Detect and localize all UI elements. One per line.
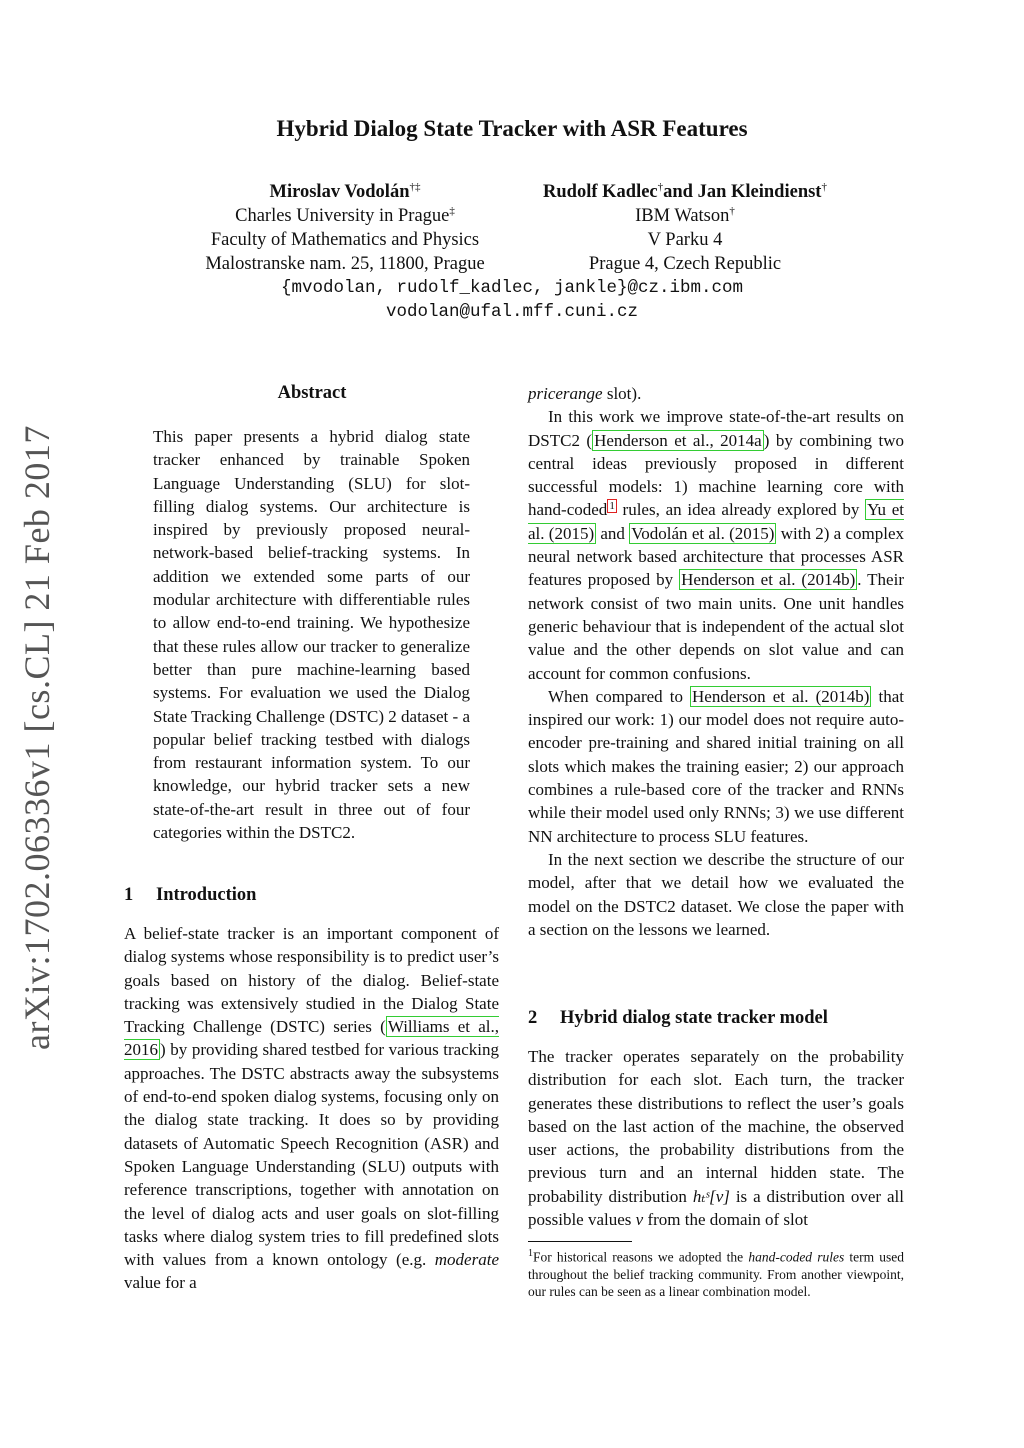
author-mark: †‡	[409, 180, 421, 193]
text-run: When compared to	[548, 686, 691, 706]
text-run: A belief-state tracker is an important component of dialog systems whose responsibility is to predict user’s goals based on history of the dialog. Belief-state tracking was extensively studied in the Dialog State Tracking Challenge (DSTC) series (	[124, 924, 499, 1037]
section-2-heading	[528, 1008, 828, 1029]
footnote	[528, 1245, 904, 1300]
author-name: Rudolf Kadlec	[543, 182, 658, 202]
section-title: Introduction	[156, 885, 257, 905]
affiliation-line: Charles University in Prague	[235, 206, 450, 226]
arxiv-identifier: arXiv:1702.06336v1 [cs.CL] 21 Feb 2017	[17, 425, 57, 1050]
paragraph: In the next section we describe the structure of our model, after that we detail how we evaluated the model on the DSTC2 dataset. We close the paper with a section on the lessons we learned.	[528, 849, 904, 939]
footnote-mark: 1	[528, 1248, 533, 1259]
section-title: Hybrid dialog state tracker model	[560, 1008, 828, 1028]
section-number: 1	[124, 885, 134, 905]
citation-link[interactable]: Vodolán et al. (2015)	[631, 523, 775, 543]
text-run: is a distribution over all possible values	[528, 1186, 904, 1230]
footnote-divider	[528, 1241, 632, 1242]
text-run: from the domain of slot	[643, 1210, 808, 1230]
affiliation-line: V Parku 4	[647, 230, 723, 250]
footnote-link[interactable]: 1	[609, 499, 615, 512]
math-expression: hₜˢ[v]	[692, 1186, 730, 1206]
citation-link[interactable]: Yu et al. (2015)	[528, 500, 904, 543]
email-line[interactable]: vodolan@ufal.mff.cuni.cz	[385, 302, 639, 322]
affiliation-line: IBM Watson	[635, 206, 730, 226]
text-run: term used throughout the belief tracking community. From another viewpoint, our rules can be seen as a linear combination model.	[528, 1249, 904, 1299]
email-line[interactable]: {mvodolan, rudolf_kadlec, jankle}@cz.ibm.com	[280, 278, 744, 298]
text-run: that inspired our work: 1) our model does not require auto-encoder pre-training and shared initial training on all slots which makes the training easier; 2) our approach combines a rule-based core of the tracker and RNNs while their model used only RNNs; 3) we use different NN architecture to process SLU features.	[528, 686, 904, 846]
citation-link[interactable]: Henderson et al. (2014b)	[681, 570, 856, 590]
text-run: The tracker operates separately on the probability distribution for each slot. Each turn, the tracker generates these distributions to reflect the user’s goals based on the last action of the machine, the observed user actions, the probability distributions from the previous turn and an internal hidden state. The probability distribution	[528, 1047, 904, 1206]
text-run: ) by combining two central ideas previously proposed in different successful models: 1) machine learning core with hand-coded	[528, 430, 904, 520]
text-run: In this work we improve state-of-the-art results on DSTC2 (	[528, 407, 904, 450]
text-run: ) by providing shared testbed for various tracking approaches. The DSTC abstracts away the subsystems of end-to-end spoken dialog systems, focusing only on the dialog state tracking. It does so by providing datasets of Automatic Speech Recognition (ASR) and Spoken Language Understanding (SLU) outputs with reference transcriptions, together with annotation on the level of dialog acts and user goals on slot-filling tasks where dialog system tries to fill predefined slots with values from a known ontology (e.g.	[124, 1040, 499, 1270]
citation-link[interactable]: Williams et al., 2016	[124, 1017, 500, 1060]
text-run: . Their network consist of two main units. One unit handles generic behaviour that is independent of the actual slot value and the other depends on slot value and can account for common confusions.	[528, 570, 904, 683]
math-variable: v	[635, 1210, 644, 1230]
author-block-2	[520, 180, 850, 276]
text-run: rules, an idea already explored by	[616, 500, 866, 520]
abstract-text: This paper presents a hybrid dialog state tracker enhanced by trainable Spoken Language Understanding (SLU) for slot-filling dialog systems. Our architecture is inspired by previously proposed neural-network-based belief-tracking systems. In addition we extended some parts of our modular architecture with differentiable rules to allow end-to-end training. We hypothesize that these rules allow our tracker to generalize better than pure machine-learning based systems. For evaluation we used the Dialog State Tracking Challenge (DSTC) 2 dataset - a popular belief tracking testbed with dialogs from restaurant information system. To our knowledge, our hybrid tracker sets a new state-of-the-art result in three out of four categories within the DSTC2.	[153, 427, 470, 843]
emphasis: pricerange	[528, 384, 603, 403]
affiliation-line: Prague 4, Czech Republic	[588, 254, 782, 274]
text-run: slot).	[602, 384, 642, 403]
author-name: Miroslav Vodolán	[269, 182, 410, 202]
affiliation-mark: ‡	[449, 204, 455, 217]
text-run: and	[596, 523, 630, 543]
emphasis: hand-coded rules	[748, 1249, 845, 1265]
author-name: and Jan Kleindienst	[663, 182, 822, 202]
text-run: value for a	[124, 1273, 197, 1293]
section-2-paragraph	[528, 1045, 904, 1231]
affiliation-line: Faculty of Mathematics and Physics	[210, 230, 480, 250]
author-emails	[0, 276, 1024, 324]
emphasis: moderate	[434, 1250, 499, 1270]
text-run: For historical reasons we adopted the	[533, 1249, 749, 1265]
paper-title: Hybrid Dialog State Tracker with ASR Features	[276, 116, 748, 141]
introduction-paragraph	[124, 922, 499, 1295]
author-mark: †	[821, 180, 827, 193]
section-number: 2	[528, 1008, 538, 1028]
right-column-top	[528, 382, 904, 941]
affiliation-mark: †	[729, 204, 735, 217]
citation-link[interactable]: Henderson et al. (2014b)	[692, 686, 870, 706]
text-run: with 2) a complex neural network based architecture that processes ASR features proposed by	[528, 523, 905, 590]
author-block-1	[180, 180, 510, 276]
citation-link[interactable]: Henderson et al., 2014a	[594, 430, 762, 450]
affiliation-line: Malostranske nam. 25, 11800, Prague	[205, 254, 485, 274]
section-1-heading	[124, 885, 256, 906]
author-mark: †	[657, 180, 664, 193]
abstract-heading: Abstract	[277, 383, 347, 403]
